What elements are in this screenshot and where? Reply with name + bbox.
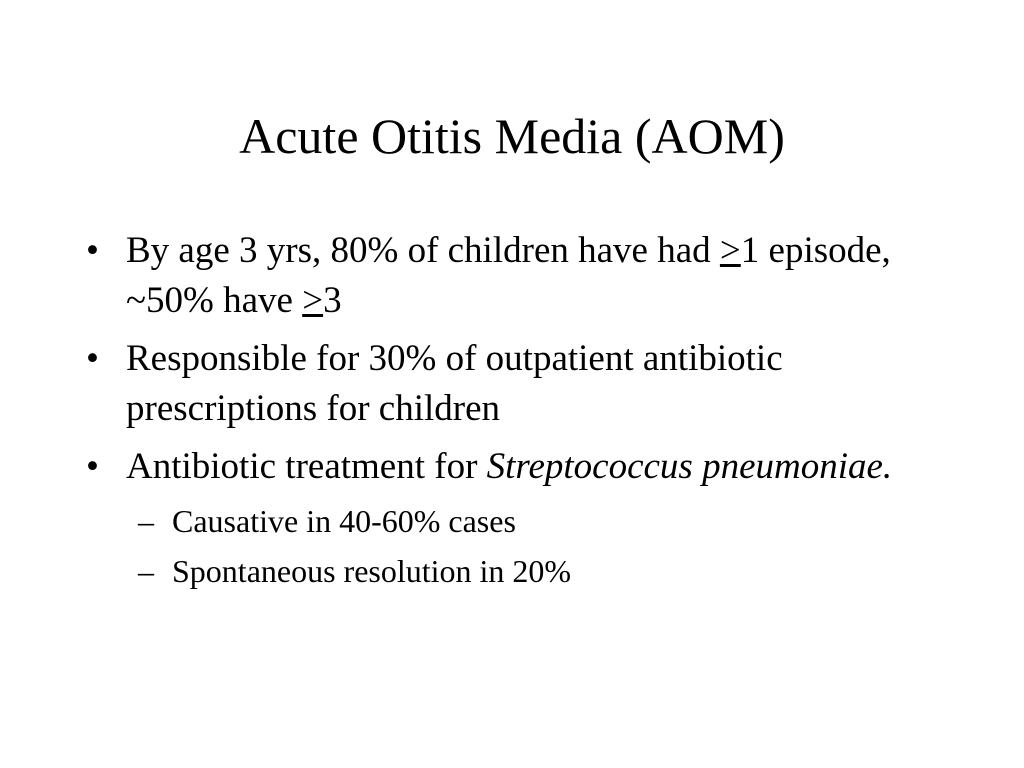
organism-name: Streptococcus pneumoniae.: [486, 446, 893, 487]
bullet-item-antibiotic-treatment: [86, 442, 966, 592]
sub-bullet-text: Causative in 40-60% cases: [172, 503, 516, 539]
sub-bullet-text: Spontaneous resolution in 20%: [172, 553, 572, 589]
bullet-text: [126, 230, 891, 321]
sub-bullet-list: [126, 500, 966, 592]
greater-or-equal-symbol: >: [302, 280, 324, 321]
bullet-text: Responsible for 30% of outpatient antibiotic prescriptions for children: [126, 338, 783, 429]
bullet-item-antibiotic-prescriptions: [86, 334, 966, 434]
sub-bullet-item: [126, 500, 966, 542]
greater-or-equal-symbol: >: [719, 230, 741, 271]
bullet-text: [126, 446, 892, 487]
bullet-text-part: 3: [323, 280, 342, 321]
sub-bullet-marker: –: [138, 553, 154, 589]
bullet-list: [86, 226, 966, 600]
bullet-marker: •: [86, 338, 99, 379]
bullet-marker: •: [86, 446, 99, 487]
bullet-text-part: Antibiotic treatment for: [126, 446, 487, 487]
slide-title: Acute Otitis Media (AOM): [239, 108, 785, 164]
bullet-text-part: By age 3 yrs, 80% of children have had: [126, 230, 720, 271]
sub-bullet-marker: –: [138, 503, 154, 539]
bullet-marker: •: [86, 230, 99, 271]
bullet-text-part: 1 episode, ~50% have: [126, 230, 891, 321]
bullet-item-aom-prevalence: [86, 226, 966, 326]
sub-bullet-item: [126, 550, 966, 592]
